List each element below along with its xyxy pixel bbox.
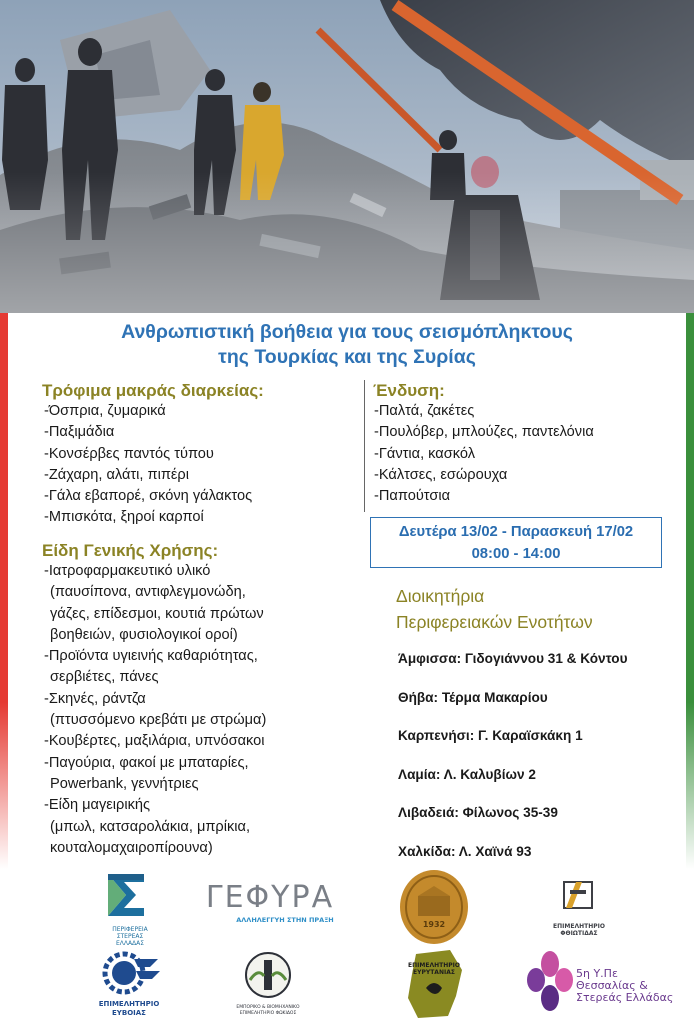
offices-heading-line-1: Διοικητήρια	[396, 586, 485, 606]
list-item: -Σκηνές, ράντζα	[44, 690, 146, 707]
flower-icon	[526, 950, 574, 1016]
gefyra-logo-tagline: ΑΛΛΗΛΕΓΓΥΗ ΣΤΗΝ ΠΡΑΞΗ	[236, 916, 334, 924]
list-item: -Κάλτσες, εσώρουχα	[374, 466, 508, 483]
list-item: -Γάντια, κασκόλ	[374, 445, 476, 462]
gear-ship-icon	[96, 951, 162, 995]
clothing-list	[374, 401, 594, 507]
coin-year: 1932	[422, 920, 446, 929]
evrytania-logo-line-1: ΕΠΙΜΕΛΗΤΗΡΙΟ	[408, 962, 460, 969]
list-item: -Μπισκότα, ξηροί καρποί	[44, 509, 204, 526]
list-item: -Όσπρια, ζυμαρικά	[44, 403, 166, 419]
list-item: -Κονσέρβες παντός τύπου	[44, 445, 214, 462]
list-item: -Ζάχαρη, αλάτι, πιπέρι	[44, 466, 189, 483]
chamber-mark-icon	[536, 878, 622, 914]
column-divider	[364, 380, 365, 512]
title-line-1: Ανθρωπιστική βοήθεια για τους σεισμόπληκτους	[121, 321, 573, 343]
fokida-logo-line-1: ΕΜΠΟΡΙΚΟ & ΒΙΟΜΗΧΑΝΙΚΟ	[236, 1005, 300, 1010]
sigma-icon	[100, 870, 160, 920]
green-side-stripe	[686, 313, 694, 869]
evia-logo-line-1: ΕΠΙΜΕΛΗΤΗΡΙΟ	[98, 1000, 160, 1008]
evrytania-chamber-logo	[404, 948, 464, 1020]
offices-heading-line-2: Περιφερειακών Ενοτήτων	[396, 612, 593, 632]
office-address: Λαμία: Λ. Καλυβίων 2	[398, 766, 536, 782]
evrytania-logo-line-2: ΕΥΡΥΤΑΝΙΑΣ	[413, 969, 455, 976]
sterea-logo-line-3: ΕΛΛΑΔΑΣ	[115, 940, 145, 947]
ype-logo-line-2: Θεσσαλίας &	[576, 979, 648, 992]
ype-health-region-logo	[526, 950, 674, 1020]
office-address: Άμφισσα: Γιδογιάννου 31 & Κόντου	[398, 651, 628, 666]
food-heading: Τρόφιμα μακράς διαρκείας:	[42, 381, 264, 400]
list-item-detail: (πτυσσόμενο κρεβάτι με στρώμα)	[50, 712, 267, 729]
list-item: -Πουλόβερ, μπλούζες, παντελόνια	[374, 424, 594, 441]
general-use-heading: Είδη Γενικής Χρήσης:	[42, 541, 219, 560]
bronze-coin-logo	[398, 868, 470, 946]
list-item-detail: σερβιέτες, πάνες	[50, 669, 159, 686]
list-item: -Ιατροφαρμακευτικό υλικό	[44, 563, 211, 579]
schedule-box	[370, 517, 662, 568]
list-item: -Παγούρια, φακοί με μπαταρίες,	[44, 754, 249, 771]
fokida-logo-line-2: ΕΠΙΜΕΛΗΤΗΡΙΟ ΦΩΚΙΔΟΣ	[239, 1011, 297, 1016]
list-item: -Κουβέρτες, μαξιλάρια, υπνόσακοι	[44, 733, 265, 750]
title-line-2: της Τουρκίας και της Συρίας	[218, 346, 476, 368]
fthiotida-chamber-logo	[536, 878, 622, 937]
list-item: -Γάλα εβαπορέ, σκόνη γάλακτος	[44, 488, 253, 505]
list-item: -Παλτά, ζακέτες	[374, 403, 475, 419]
fokida-chamber-logo	[230, 950, 306, 1020]
list-item-detail: γάζες, επίδεσμοι, κουτιά πρώτων	[50, 605, 264, 622]
list-item-detail: βοηθειών, φυσιολογικοί οροί)	[50, 626, 238, 643]
gefyra-logo-name: ΓΕΦΥΡΑ	[205, 880, 335, 915]
list-item-detail: κουταλομαχαιροπίρουνα)	[50, 839, 213, 856]
list-item: -Προϊόντα υγιεινής καθαριότητας,	[44, 648, 258, 665]
food-list	[44, 401, 252, 529]
evia-chamber-logo	[96, 951, 162, 1019]
page-title	[0, 320, 694, 370]
office-address: Καρπενήσι: Γ. Καραϊσκάκη 1	[398, 728, 583, 744]
office-address-list	[398, 650, 628, 882]
earthquake-rubble-photo	[0, 0, 694, 313]
red-side-stripe	[0, 313, 8, 869]
office-address: Θήβα: Τέρμα Μακαρίου	[398, 689, 548, 705]
offices-heading	[396, 583, 593, 635]
schedule-hours: 08:00 - 14:00	[471, 546, 561, 562]
ype-logo-line-3: Στερεάς Ελλάδας	[576, 991, 674, 1004]
ype-logo-line-1: 5η Υ.Πε	[576, 967, 618, 980]
sterea-logo-line-2: ΣΤΕΡΕΑΣ	[116, 933, 144, 940]
schedule-dates: Δευτέρα 13/02 - Παρασκευή 17/02	[398, 524, 634, 540]
list-item: -Παπούτσια	[374, 488, 451, 505]
office-address: Χαλκίδα: Λ. Χαϊνά 93	[398, 843, 532, 859]
list-item: -Παξιμάδια	[44, 424, 115, 441]
list-item-detail: (παυσίπονα, αντιφλεγμονώδη,	[50, 584, 246, 601]
clothing-heading: Ένδυση:	[373, 381, 445, 400]
sterea-region-logo	[100, 870, 160, 948]
evia-logo-line-2: ΕΥΒΟΙΑΣ	[112, 1009, 146, 1017]
sterea-logo-line-1: ΠΕΡΙΦΕΡΕΙΑ	[112, 926, 148, 933]
fthiotida-logo-text: ΕΠΙΜΕΛΗΤΗΡΙΟ ΦΘΙΩΤΙΔΑΣ	[553, 923, 605, 937]
office-address: Λιβαδειά: Φίλωνος 35-39	[398, 805, 558, 821]
list-item: -Είδη μαγειρικής	[44, 797, 151, 814]
list-item-detail: Powerbank, γεννήτριες	[50, 775, 199, 792]
gefyra-logo	[200, 880, 340, 936]
general-use-list	[44, 561, 266, 859]
list-item-detail: (μπωλ, κατσαρολάκια, μπρίκια,	[50, 818, 251, 835]
